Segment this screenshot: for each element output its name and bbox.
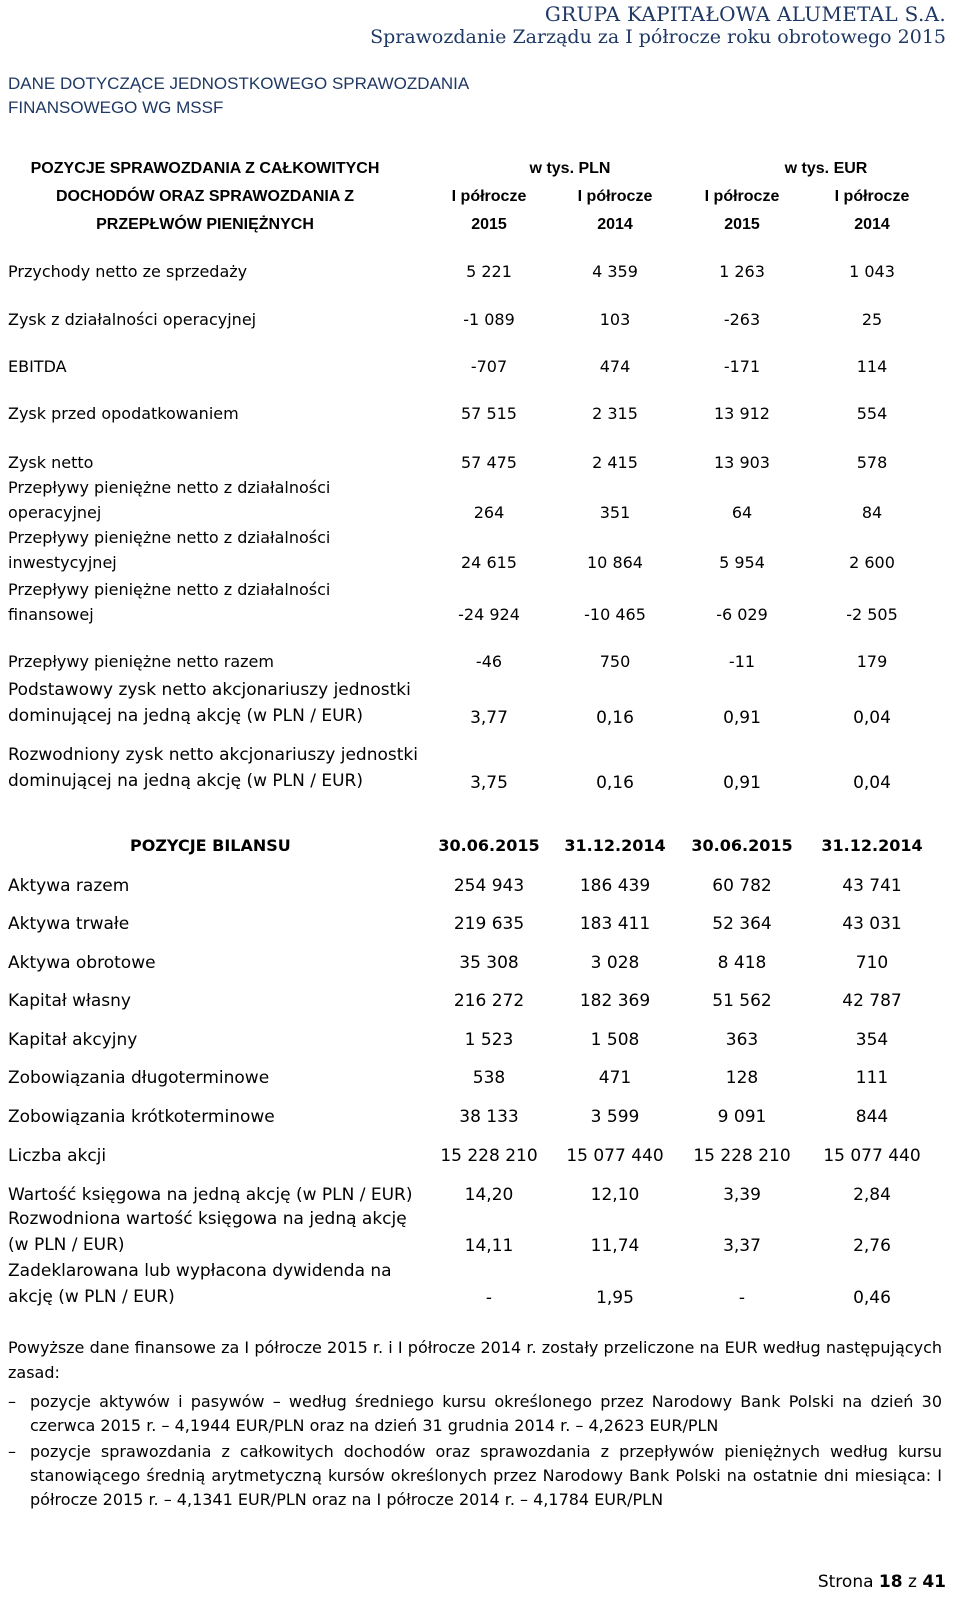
row-value: 13 912 xyxy=(714,404,770,423)
col-year: 2015 xyxy=(471,216,507,233)
row-value: 111 xyxy=(855,1068,889,1088)
row-value: 183 411 xyxy=(579,914,651,934)
row-value: 43 031 xyxy=(842,914,902,934)
page-sep: z xyxy=(902,1572,923,1592)
row-value: 351 xyxy=(599,503,631,522)
row-label: Zobowiązania długoterminowe xyxy=(8,1068,270,1088)
row-value: 0,46 xyxy=(853,1288,891,1308)
row-value: 57 475 xyxy=(461,453,517,472)
income-table-title-line: POZYCJE SPRAWOZDANIA Z CAŁKOWITYCH xyxy=(30,160,380,177)
row-value: -10 465 xyxy=(584,605,646,624)
row-value: 0,04 xyxy=(853,773,891,793)
section-title-line: FINANSOWEGO WG MSSF xyxy=(8,98,224,117)
col-period: I półrocze xyxy=(834,188,910,205)
row-value: 0,16 xyxy=(596,773,634,793)
row-value: 14,11 xyxy=(464,1236,514,1256)
row-value: 2,84 xyxy=(853,1185,891,1205)
row-value: 219 635 xyxy=(453,914,525,934)
row-value: - xyxy=(738,1288,746,1308)
row-value: 15 228 210 xyxy=(693,1146,791,1166)
row-label: dominującej na jedną akcję (w PLN / EUR) xyxy=(8,706,363,726)
row-label: Aktywa obrotowe xyxy=(8,953,156,973)
row-value: 363 xyxy=(725,1030,759,1050)
col-period: I półrocze xyxy=(704,188,780,205)
row-value: 8 418 xyxy=(717,953,767,973)
row-value: 64 xyxy=(731,503,753,522)
row-value: 10 864 xyxy=(587,553,643,572)
row-value: 3,37 xyxy=(723,1236,761,1256)
notes-bullet xyxy=(8,1440,942,1512)
row-label: Przepływy pieniężne netto z działalności xyxy=(8,528,331,547)
row-label: Zysk z działalności operacyjnej xyxy=(8,310,257,329)
row-value: 52 364 xyxy=(712,914,772,934)
row-value: 1 508 xyxy=(590,1030,640,1050)
row-value: 254 943 xyxy=(453,876,525,896)
row-value: -6 029 xyxy=(716,605,768,624)
row-value: 2,76 xyxy=(853,1236,891,1256)
row-value: -24 924 xyxy=(458,605,520,624)
row-label: Wartość księgowa na jedną akcję (w PLN / EUR) xyxy=(8,1185,413,1205)
row-label: operacyjnej xyxy=(8,503,102,522)
notes-bullet-text: pozycje sprawozdania z całkowitych dochodów oraz sprawozdania z przepływów pieniężnych według kursu stanowiącego średnią arytmetyczną kursów określonych przez Narodowy Bank Polski na ostatnie dni miesiąca: I półrocze 2015 r. – 4,1341 EUR/PLN oraz na I półrocze 2014 r. – 4,1784 EUR/PLN xyxy=(30,1442,942,1509)
row-value: 114 xyxy=(856,357,888,376)
row-value: 14,20 xyxy=(464,1185,514,1205)
notes-intro: Powyższe dane finansowe za I półrocze 2015 r. i I półrocze 2014 r. zostały przeliczone na EUR według następujących zasad: xyxy=(8,1338,942,1382)
row-value: 84 xyxy=(861,503,883,522)
row-value: -263 xyxy=(723,310,761,329)
currency-eur-label: w tys. EUR xyxy=(784,160,868,177)
income-table-title-line: DOCHODÓW ORAZ SPRAWOZDANIA Z xyxy=(55,188,355,205)
col-year: 2015 xyxy=(724,216,760,233)
row-value: 1 523 xyxy=(464,1030,514,1050)
row-value: 578 xyxy=(856,453,888,472)
row-value: 0,04 xyxy=(853,708,891,728)
notes-bullet xyxy=(8,1390,942,1438)
col-period: I półrocze xyxy=(577,188,653,205)
dash-bullet-icon: – xyxy=(8,1392,16,1411)
row-value: 186 439 xyxy=(579,876,651,896)
row-label: Przepływy pieniężne netto z działalności xyxy=(8,478,331,497)
row-value: 2 600 xyxy=(849,553,895,572)
col-date: 31.12.2014 xyxy=(821,836,923,855)
row-value: - xyxy=(485,1288,493,1308)
row-label: Podstawowy zysk netto akcjonariuszy jednostki xyxy=(8,680,411,700)
row-value: 471 xyxy=(598,1068,632,1088)
row-value: 103 xyxy=(599,310,631,329)
row-value: 15 077 440 xyxy=(823,1146,921,1166)
row-value: -46 xyxy=(475,652,503,671)
row-value: 25 xyxy=(861,310,883,329)
row-value: 15 228 210 xyxy=(440,1146,538,1166)
row-value: 538 xyxy=(472,1068,506,1088)
col-date: 30.06.2015 xyxy=(691,836,793,855)
row-label: Zadeklarowana lub wypłacona dywidenda na xyxy=(8,1261,392,1281)
row-value: 15 077 440 xyxy=(566,1146,664,1166)
row-label: Kapitał własny xyxy=(8,991,131,1011)
row-value: 3 599 xyxy=(590,1107,640,1127)
row-value: 43 741 xyxy=(842,876,902,896)
row-value: -1 089 xyxy=(463,310,515,329)
row-value: 1 263 xyxy=(719,262,765,281)
balance-table-title: POZYCJE BILANSU xyxy=(130,836,291,855)
row-value: 51 562 xyxy=(712,991,772,1011)
page-number: 18 xyxy=(878,1572,903,1592)
row-label: Zysk netto xyxy=(8,453,94,472)
row-value: 354 xyxy=(855,1030,889,1050)
currency-pln-label: w tys. PLN xyxy=(529,160,611,177)
row-value: -171 xyxy=(723,357,761,376)
row-value: 9 091 xyxy=(717,1107,767,1127)
row-value: 0,16 xyxy=(596,708,634,728)
row-value: 1,95 xyxy=(596,1288,634,1308)
row-value: 35 308 xyxy=(459,953,519,973)
row-value: 57 515 xyxy=(461,404,517,423)
row-value: 844 xyxy=(855,1107,889,1127)
row-label: Zobowiązania krótkoterminowe xyxy=(8,1107,275,1127)
row-value: 12,10 xyxy=(590,1185,640,1205)
col-year: 2014 xyxy=(854,216,890,233)
row-value: 554 xyxy=(856,404,888,423)
row-value: 3,77 xyxy=(470,708,508,728)
row-value: 11,74 xyxy=(590,1236,640,1256)
row-label: Przepływy pieniężne netto z działalności xyxy=(8,580,331,599)
row-value: 60 782 xyxy=(712,876,772,896)
row-value: 2 315 xyxy=(592,404,638,423)
row-value: 182 369 xyxy=(579,991,651,1011)
row-value: 474 xyxy=(599,357,631,376)
row-value: 264 xyxy=(473,503,505,522)
row-value: 4 359 xyxy=(592,262,638,281)
col-year: 2014 xyxy=(597,216,633,233)
row-label: Aktywa razem xyxy=(8,876,130,896)
row-value: 710 xyxy=(855,953,889,973)
page-footer xyxy=(818,1572,946,1592)
row-value: 0,91 xyxy=(723,773,761,793)
col-period: I półrocze xyxy=(451,188,527,205)
notes-bullet-text: pozycje aktywów i pasywów – według średniego kursu określonego przez Narodowy Bank Polski na dzień 30 czerwca 2015 r. – 4,1944 EUR/PLN oraz na dzień 31 grudnia 2014 r. – 4,2623 EUR/PLN xyxy=(30,1392,942,1435)
company-header: GRUPA KAPITAŁOWA ALUMETAL S.A. xyxy=(544,2,946,26)
col-date: 30.06.2015 xyxy=(438,836,540,855)
row-value: 0,91 xyxy=(723,708,761,728)
row-value: 5 221 xyxy=(466,262,512,281)
row-value: 216 272 xyxy=(453,991,525,1011)
row-value: -707 xyxy=(470,357,508,376)
row-value: 5 954 xyxy=(719,553,765,572)
row-label: (w PLN / EUR) xyxy=(8,1235,125,1255)
row-value: 179 xyxy=(856,652,888,671)
row-label: Zysk przed opodatkowaniem xyxy=(8,404,239,423)
row-label: Kapitał akcyjny xyxy=(8,1030,138,1050)
row-value: 2 415 xyxy=(592,453,638,472)
row-value: 38 133 xyxy=(459,1107,519,1127)
dash-bullet-icon: – xyxy=(8,1442,16,1461)
row-label: Rozwodniony zysk netto akcjonariuszy jednostki xyxy=(8,745,418,765)
page-label: Strona xyxy=(817,1572,879,1592)
row-value: 128 xyxy=(725,1068,759,1088)
row-value: 3,39 xyxy=(723,1185,761,1205)
row-value: 42 787 xyxy=(842,991,902,1011)
income-table-title-line: PRZEPŁWÓW PIENIĘŻNYCH xyxy=(96,216,314,233)
row-label: Aktywa trwałe xyxy=(8,914,130,934)
row-value: 3 028 xyxy=(590,953,640,973)
row-label: EBITDA xyxy=(8,357,67,376)
report-header: Sprawozdanie Zarządu za I półrocze roku obrotowego 2015 xyxy=(370,26,946,48)
section-title xyxy=(8,72,469,120)
col-date: 31.12.2014 xyxy=(564,836,666,855)
row-label: Rozwodniona wartość księgowa na jedną akcję xyxy=(8,1209,407,1229)
row-label: inwestycyjnej xyxy=(8,553,117,572)
row-label: Przepływy pieniężne netto razem xyxy=(8,652,274,671)
page-total: 41 xyxy=(922,1572,946,1592)
row-value: 24 615 xyxy=(461,553,517,572)
row-label: Liczba akcji xyxy=(8,1146,107,1166)
row-label: akcję (w PLN / EUR) xyxy=(8,1287,175,1307)
row-value: -11 xyxy=(728,652,756,671)
section-title-line: DANE DOTYCZĄCE JEDNOSTKOWEGO SPRAWOZDANIA xyxy=(8,74,470,93)
row-value: 750 xyxy=(599,652,631,671)
row-label: dominującej na jedną akcję (w PLN / EUR) xyxy=(8,771,363,791)
row-label: Przychody netto ze sprzedaży xyxy=(8,262,248,281)
row-value: 1 043 xyxy=(849,262,895,281)
row-label: finansowej xyxy=(8,605,94,624)
row-value: -2 505 xyxy=(846,605,898,624)
row-value: 3,75 xyxy=(470,773,508,793)
row-value: 13 903 xyxy=(714,453,770,472)
